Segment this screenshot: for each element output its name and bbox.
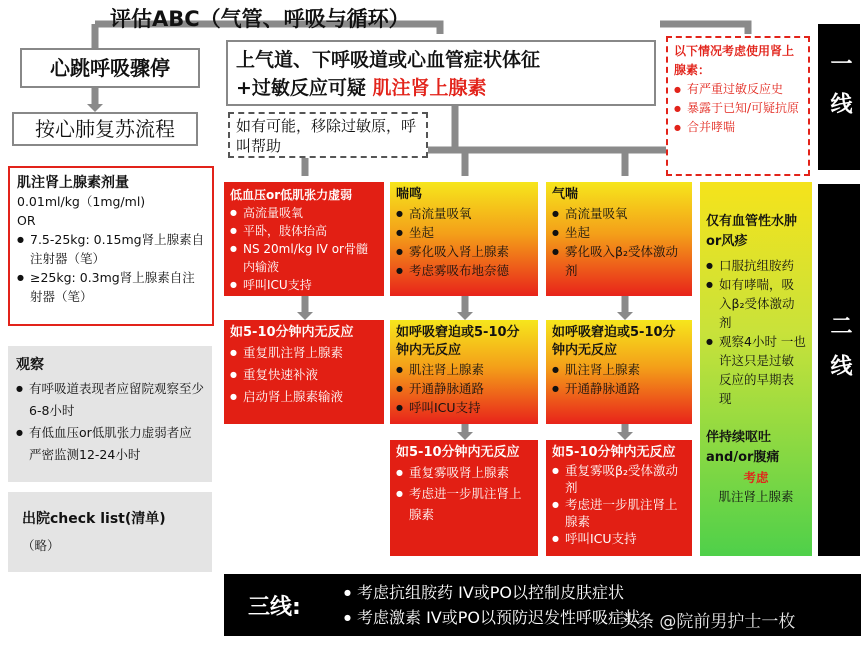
hypotension-item: ● 高流量吸氧 [230, 204, 378, 222]
third-line-item: ● 考虑抗组胺药 IV或PO以控制皮肤症状 [344, 580, 640, 605]
discharge-note: （略） [22, 538, 60, 553]
cardiac-arrest-box [20, 48, 200, 88]
hypotension-item: ● 呼叫ICU支持 [230, 276, 378, 294]
angioedema-item: ● 口服抗组胺药 [706, 256, 806, 275]
hypotension-followup-item: ● 重复肌注肾上腺素 [230, 342, 378, 364]
wheeze-final-item: ● 呼叫ICU支持 [552, 530, 686, 547]
stridor-final-box [390, 440, 538, 556]
hypotension-followup-title: 如5-10分钟内无反应 [230, 325, 354, 340]
wheeze-title: 气喘 [552, 187, 579, 202]
third-line-item: ● 考虑激素 IV或PO以预防迟发性呼吸症状 [344, 605, 640, 630]
wheeze-final-box [546, 440, 692, 556]
wheeze-final-item: ● 考虑进一步肌注肾上腺素 [552, 496, 686, 530]
observe-title: 观察 [16, 357, 44, 373]
remove-allergen-note [228, 112, 428, 158]
page-title: 评估ABC（气管、呼吸与循环） [110, 7, 410, 31]
dose-line2: OR [17, 213, 36, 228]
angioedema-note-title: 伴持续呕吐and/or腹痛 [706, 430, 780, 465]
stridor-box [390, 182, 538, 296]
first-line-bar [818, 24, 860, 170]
dose-item: ● ≥25kg: 0.3mg肾上腺素自注射器（笔） [17, 268, 205, 306]
consider-item: ● 合并哮喘 [674, 118, 802, 137]
stridor-followup-item: ● 肌注肾上腺素 [396, 360, 532, 379]
discharge-box [8, 492, 212, 572]
remove-allergen-text: 如有可能，移除过敏原，呼叫帮助 [236, 117, 417, 155]
second-line-label: 二线 [827, 314, 852, 394]
dose-box [8, 166, 214, 326]
consider-item: ● 有严重过敏反应史 [674, 80, 802, 99]
cardiac-arrest-label: 心跳呼吸骤停 [50, 56, 170, 80]
hypotension-box [224, 182, 384, 296]
dose-title: 肌注肾上腺素剂量 [17, 175, 129, 191]
third-line-label: 三线: [248, 595, 301, 620]
wheeze-followup-item: ● 肌注肾上腺素 [552, 360, 686, 379]
hypotension-title: 低血压or低肌张力虚弱 [230, 188, 353, 202]
wheeze-followup-title: 如呼吸窘迫或5-10分钟内无反应 [552, 325, 676, 358]
hypotension-followup-box [224, 320, 384, 424]
angioedema-item: ● 如有哮喘，吸入β₂受体激动剂 [706, 275, 806, 332]
cpr-box [12, 112, 198, 146]
first-line-label: 一线 [827, 52, 852, 132]
watermark: 头条 @院前男护士一枚 [620, 612, 796, 632]
dose-item: ● 7.5-25kg: 0.15mg肾上腺素自注射器（笔） [17, 230, 205, 268]
stridor-followup-title: 如呼吸窘迫或5-10分钟内无反应 [396, 325, 520, 358]
main-line1: 上气道、下呼吸道或心血管症状体征 [236, 49, 541, 71]
observe-item: ● 有呼吸道表现者应留院观察至少6-8小时 [16, 378, 204, 422]
wheeze-followup-box [546, 320, 692, 424]
stridor-final-item: ● 考虑进一步肌注肾上腺素 [396, 483, 532, 525]
consider-title: 以下情况考虑使用肾上腺素： [674, 44, 795, 77]
observe-box [8, 346, 212, 482]
stridor-item: ● 考虑雾吸布地奈德 [396, 261, 532, 280]
observe-item: ● 有低血压or低肌张力虚弱者应严密监测12-24小时 [16, 422, 204, 466]
main-highlight: 肌注肾上腺素 [372, 77, 487, 99]
angioedema-box [700, 182, 812, 556]
consider-item: ● 暴露于已知/可疑抗原 [674, 99, 802, 118]
hypotension-followup-item: ● 启动肾上腺素输液 [230, 386, 378, 408]
main-line2: +过敏反应可疑 [236, 77, 366, 99]
angioedema-title: 仅有血管性水肿or风疹 [706, 214, 798, 249]
wheeze-item: ● 高流量吸氧 [552, 204, 686, 223]
wheeze-final-title: 如5-10分钟内无反应 [552, 445, 676, 460]
angioedema-note-text: 肌注肾上腺素 [718, 489, 794, 504]
angioedema-item: ● 观察4小时 一也许这只是过敏反应的早期表现 [706, 332, 806, 408]
angioedema-note-highlight: 考虑 [743, 470, 769, 485]
wheeze-final-item: ● 重复雾吸β₂受体激动剂 [552, 462, 686, 496]
wheeze-item: ● 坐起 [552, 223, 686, 242]
stridor-final-item: ● 重复雾吸肾上腺素 [396, 462, 532, 483]
hypotension-item: ● NS 20ml/kg IV or骨髓内输液 [230, 240, 378, 276]
stridor-followup-item: ● 开通静脉通路 [396, 379, 532, 398]
dose-line1: 0.01ml/kg（1mg/ml) [17, 194, 146, 209]
stridor-followup-item: ● 呼叫ICU支持 [396, 398, 532, 417]
hypotension-followup-item: ● 重复快速补液 [230, 364, 378, 386]
wheeze-followup-item: ● 开通静脉通路 [552, 379, 686, 398]
stridor-final-title: 如5-10分钟内无反应 [396, 445, 520, 460]
stridor-item: ● 坐起 [396, 223, 532, 242]
discharge-title: 出院check list(清单) [22, 511, 166, 527]
stridor-item: ● 雾化吸入肾上腺素 [396, 242, 532, 261]
third-line-bar [224, 574, 861, 636]
second-line-bar [818, 184, 860, 556]
wheeze-box [546, 182, 692, 296]
main-symptom-box [226, 40, 656, 106]
cpr-label: 按心肺复苏流程 [35, 117, 175, 141]
hypotension-item: ● 平卧，肢体抬高 [230, 222, 378, 240]
stridor-title: 喘鸣 [396, 187, 423, 202]
stridor-followup-box [390, 320, 538, 424]
consider-box [666, 36, 810, 176]
stridor-item: ● 高流量吸氧 [396, 204, 532, 223]
wheeze-item: ● 雾化吸入β₂受体激动剂 [552, 242, 686, 280]
